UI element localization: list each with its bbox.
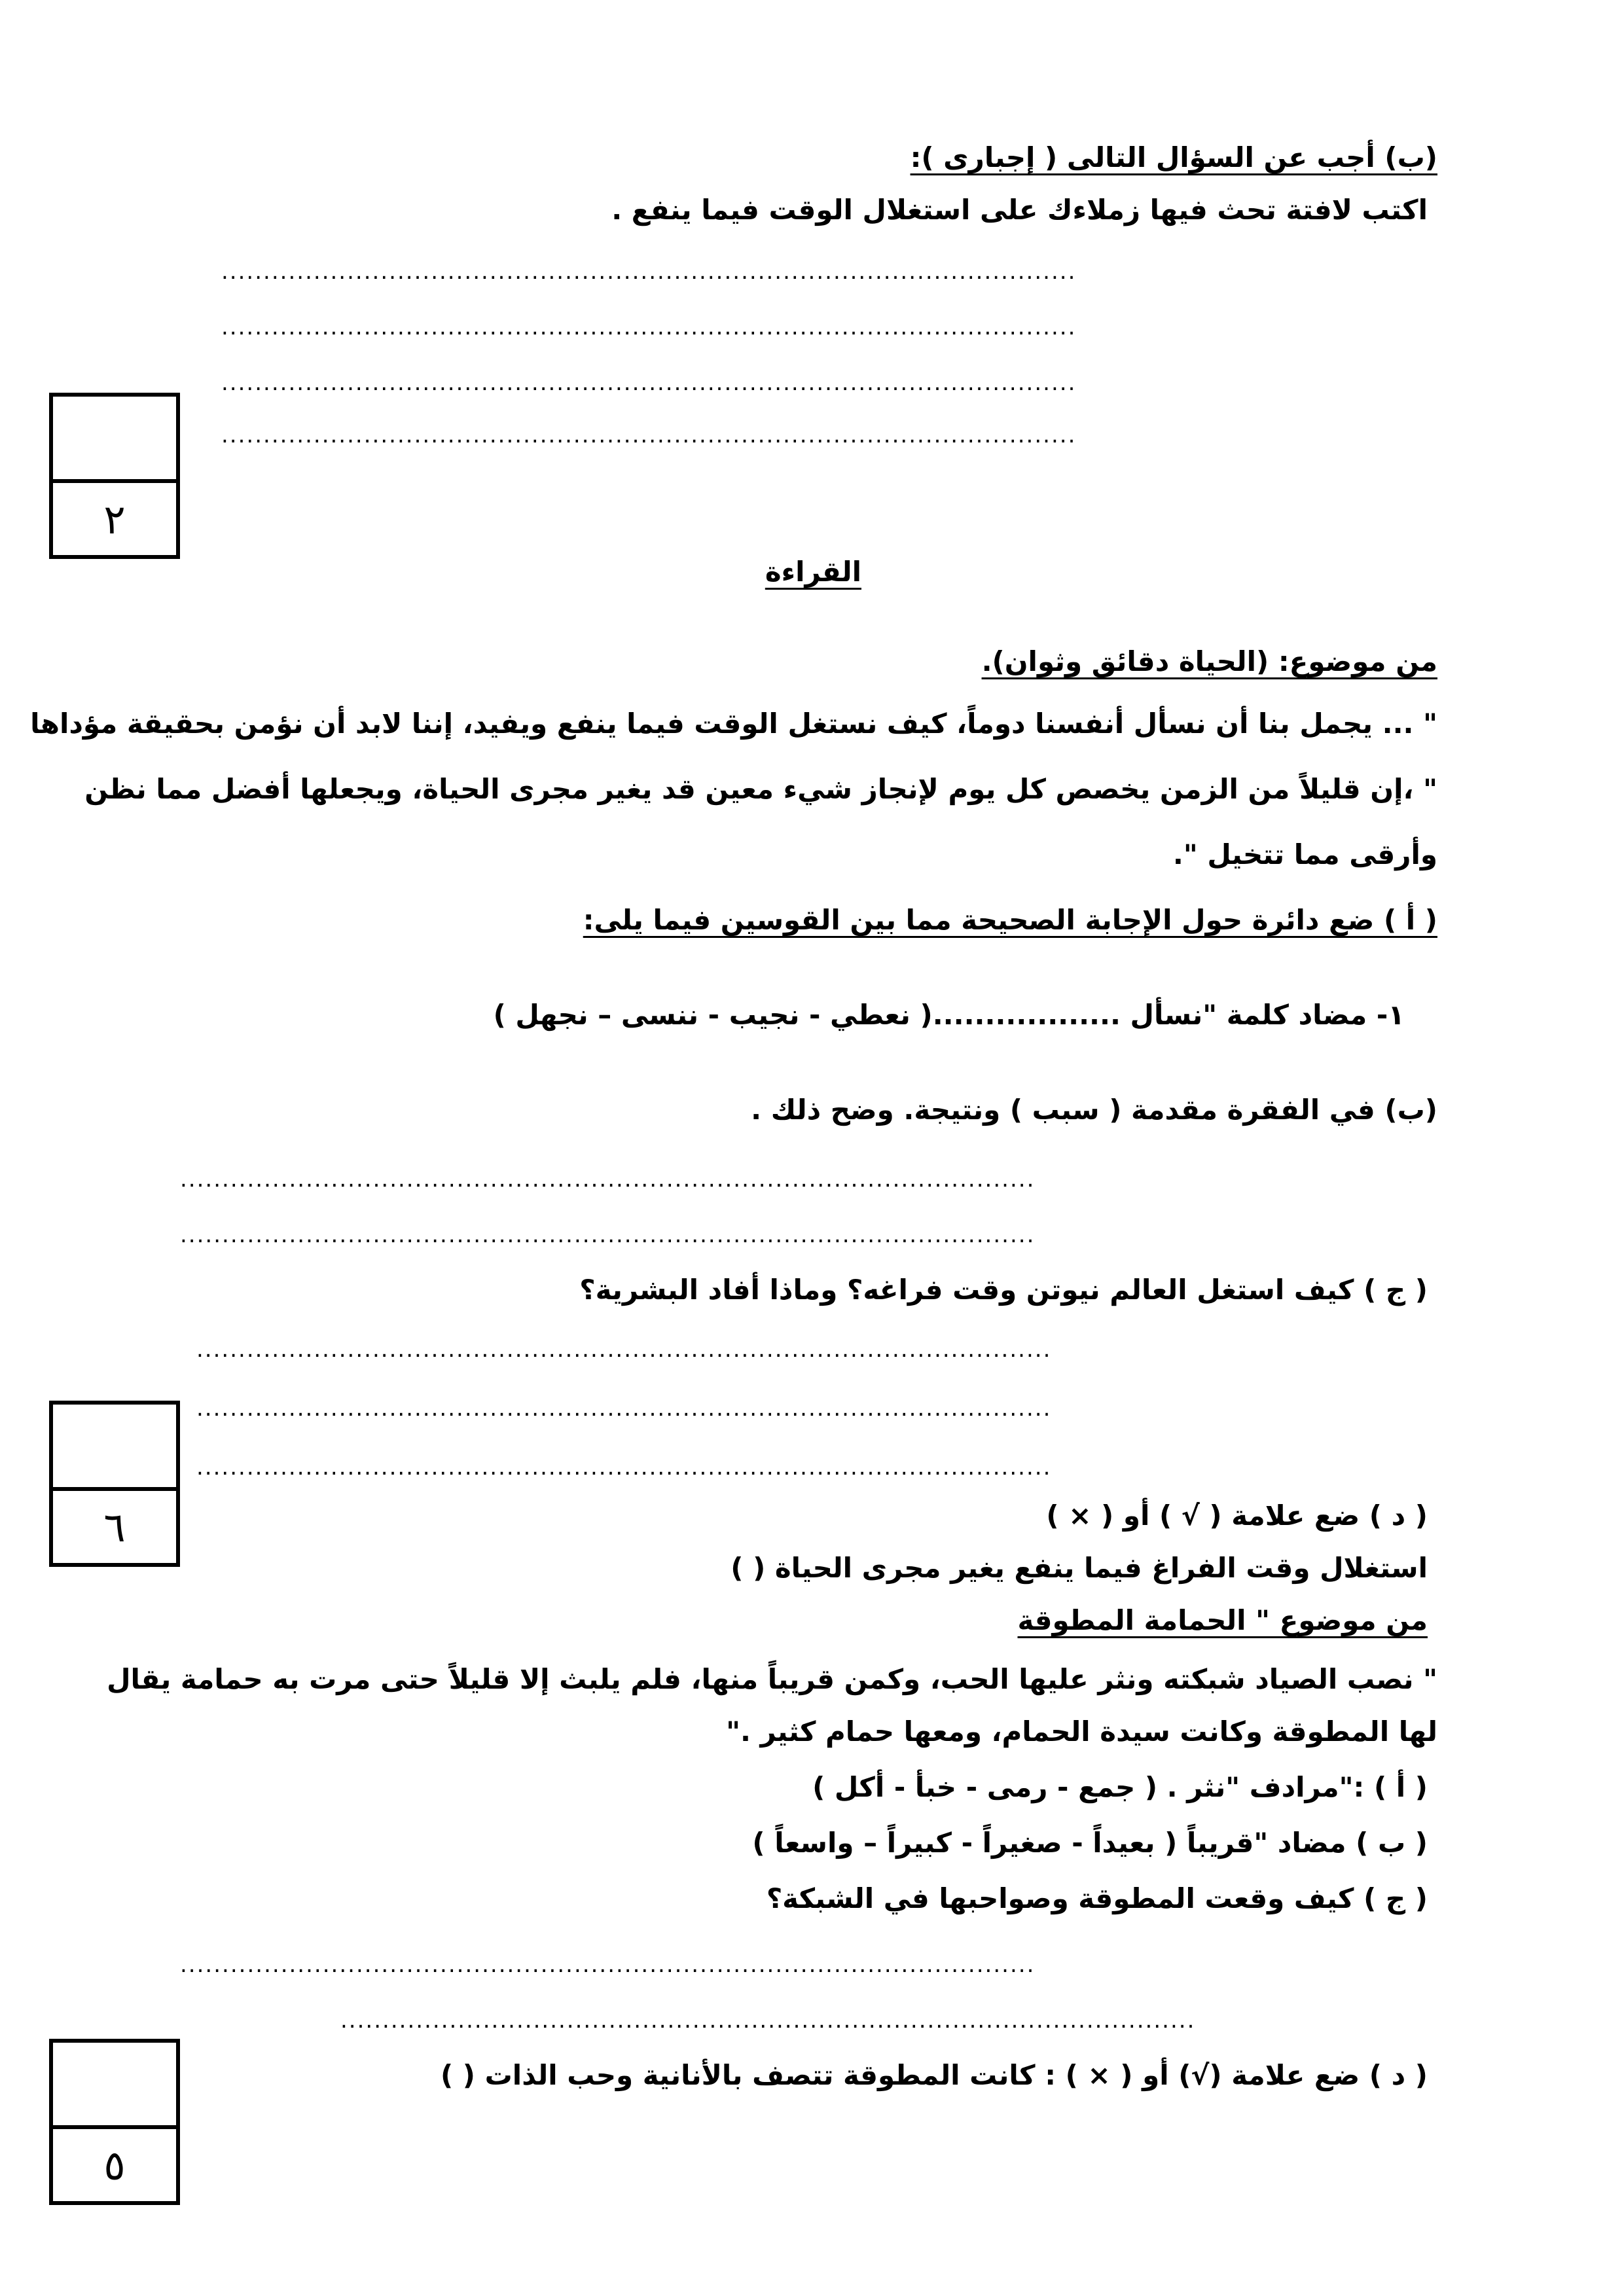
answer-line[interactable]: ...................................................................................................... bbox=[221, 424, 1077, 446]
score-box bbox=[49, 1401, 180, 1567]
answer-line[interactable]: ...................................................................................................... bbox=[221, 260, 1077, 283]
score-box-mark: ٢ bbox=[103, 495, 126, 543]
writing-question-heading: (ب) أجب عن السؤال التالى ( إجبارى ): bbox=[910, 141, 1437, 173]
passage2-question-c: ( ج ) كيف وقعت المطوقة وصواحبها في الشبكة؟ bbox=[766, 1882, 1428, 1914]
passage2-question-d: ( د ) ضع علامة (√) أو ( × ) : كانت المطوقة تتصف بالأنانية وحب الذات ( ) bbox=[440, 2059, 1428, 2091]
reading-title: القراءة bbox=[765, 556, 861, 588]
answer-line[interactable]: ...................................................................................................... bbox=[221, 316, 1077, 338]
passage2-question-a: ( أ ) :"مرادف "نثر . ( جمع - رمى - خبأ - أكل ) bbox=[812, 1771, 1428, 1803]
answer-line[interactable]: ...................................................................................................... bbox=[180, 1168, 1036, 1191]
score-box bbox=[49, 393, 180, 559]
score-box-empty-cell[interactable] bbox=[53, 397, 176, 483]
passage1-topic: من موضوع: (الحياة دقائق وثوان). bbox=[981, 645, 1437, 677]
answer-line[interactable]: ...................................................................................................... bbox=[196, 1397, 1052, 1420]
question-d-heading: ( د ) ضع علامة ( √ ) أو ( × ) bbox=[1046, 1499, 1428, 1532]
passage1-line: " ،إن قليلاً من الزمن يخصص كل يوم لإنجاز شيء معين قد يغير مجرى الحياة، ويجعلها أفضل مما نظن bbox=[84, 773, 1437, 805]
passage1-line: " ... يجمل بنا أن نسأل أنفسنا دوماً، كيف نستغل الوقت فيما ينفع ويفيد، إننا لابد أن نؤمن بحقيقة مؤداها bbox=[30, 708, 1437, 740]
passage2-question-b: ( ب ) مضاد "قريباً ( بعيداً - صغيراً - كبيراً – واسعاً ) bbox=[752, 1827, 1428, 1859]
passage2-line: لها المطوقة وكانت سيدة الحمام، ومعها حمام كثير ." bbox=[726, 1715, 1437, 1748]
answer-line[interactable]: ...................................................................................................... bbox=[340, 2009, 1196, 2032]
answer-line[interactable]: ...................................................................................................... bbox=[196, 1456, 1052, 1479]
question-a-heading: ( أ ) ضع دائرة حول الإجابة الصحيحة مما بين القوسين فيما يلى: bbox=[583, 904, 1437, 936]
answer-line[interactable]: ...................................................................................................... bbox=[196, 1338, 1052, 1361]
answer-line[interactable]: ...................................................................................................... bbox=[180, 1954, 1036, 1976]
question-d-statement: استغلال وقت الفراغ فيما ينفع يغير مجرى الحياة ( ) bbox=[731, 1552, 1428, 1584]
passage1-line: وأرقى مما تتخيل ". bbox=[1172, 838, 1437, 870]
writing-question-prompt: اكتب لافتة تحث فيها زملاءك على استغلال الوقت فيما ينفع . bbox=[611, 194, 1428, 226]
answer-line[interactable]: ...................................................................................................... bbox=[221, 372, 1077, 394]
score-box-empty-cell[interactable] bbox=[53, 2043, 176, 2129]
passage2-topic: من موضوع " الحمامة المطوقة bbox=[1017, 1604, 1428, 1636]
score-box bbox=[49, 2039, 180, 2205]
question-a-item-1: ١- مضاد كلمة "نسأل ..................( نعطي - نجيب - ننسى – نجهل ) bbox=[493, 999, 1405, 1031]
answer-line[interactable]: ...................................................................................................... bbox=[180, 1224, 1036, 1246]
passage2-line: " نصب الصياد شبكته ونثر عليها الحب، وكمن قريباً منها، فلم يلبث إلا قليلاً حتى مرت به حمامة يقال bbox=[107, 1663, 1437, 1695]
question-b: (ب) في الفقرة مقدمة ( سبب ) ونتيجة. وضح ذلك . bbox=[751, 1094, 1437, 1126]
score-box-mark: ٦ bbox=[103, 1503, 126, 1551]
score-box-mark: ٥ bbox=[103, 2141, 126, 2189]
score-box-empty-cell[interactable] bbox=[53, 1405, 176, 1491]
question-c: ( ج ) كيف استغل العالم نيوتن وقت فراغه؟ وماذا أفاد البشرية؟ bbox=[579, 1274, 1428, 1306]
